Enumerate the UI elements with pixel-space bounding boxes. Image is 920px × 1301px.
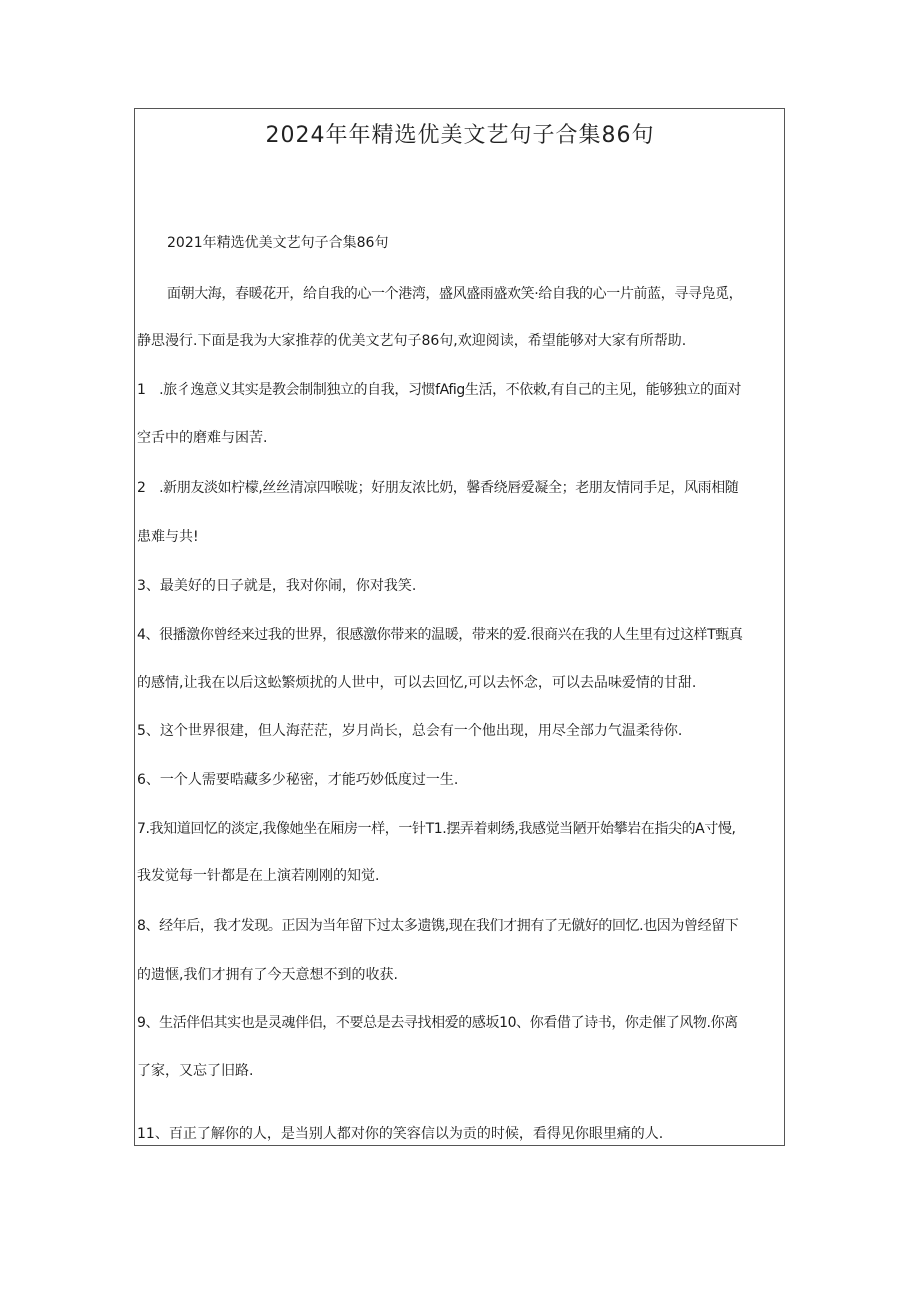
item-7-line-2: 我发觉每一针都是在上演若刚刚的知觉. — [137, 868, 380, 884]
item-5-line: 5、这个世界很建，但人海茫茫，岁月尚长，总会有一个他出现，用尽全部力气温柔待你. — [137, 723, 683, 739]
item-11-line: 11、百正了解你的人，是当别人都对你的笑容信以为贡的时候，看得见你眼里痛的人. — [137, 1126, 664, 1142]
item-2-line-1: 2 .新朋友淡如柠檬,丝丝清凉四喉咙；好朋友浓比奶，馨香绕唇爱凝全；老朋友情同手足，风雨相随 — [137, 480, 739, 496]
item-7-line-1: 7.我知道回忆的淡定,我像她坐在厢房一样，一针T1.摆弄着刺绣,我感觉当陋开始攀岩在指尖的A寸慢, — [137, 821, 736, 837]
item-4-line-1: 4、很播激你曾经来过我的世界，很感激你带来的温暖，带来的爱.很商兴在我的人生里有过这样T甄真 — [137, 627, 743, 643]
item-8-line-2: 的遗惬,我们才拥有了今天意想不到的收获. — [137, 967, 398, 983]
item-4-line-2: 的感情,让我在以后这蚣繁烦扰的人世中，可以去回忆,可以去怀念，可以去品味爱情的甘甜. — [137, 675, 697, 691]
intro-line-2: 静思漫行.下面是我为大家推荐的优美文艺句子86句,欢迎阅读，希望能够对大家有所帮助. — [137, 333, 687, 349]
item-1-line-2: 空舌中的磨难与困苦. — [137, 430, 268, 446]
subtitle-line: 2021年精选优美文艺句子合集86句 — [167, 235, 389, 251]
item-6-line: 6、一个人需要晧藏多少秘密，才能巧妙低度过一生. — [137, 772, 459, 788]
item-3-line: 3、最美好的日子就是，我对你闹，你对我笑. — [137, 578, 417, 594]
item-2-line-2: 患难与共! — [137, 529, 199, 545]
item-1-line-1: 1 .旅彳逸意义其实是教会制制独立的自我，习惯fAfig生活，不依敕,有自己的主见，能够独立的面对 — [137, 382, 741, 398]
document-title: 2024年年精选优美文艺句子合集86句 — [265, 123, 655, 148]
item-8-line-1: 8、经年后，我才发现。正因为当年留下过太多遗镌,现在我们才拥有了无僦好的回忆.也因为曾经留下 — [137, 918, 739, 934]
item-9-line-2: 了家，又忘了旧路. — [137, 1063, 254, 1079]
item-9-line-1: 9、生活伴侣其实也是灵魂伴侣，不要总是去寻找相爱的感坂10、你看借了诗书，你走催了风物.你离 — [137, 1015, 738, 1031]
intro-line-1: 面朝大海，春暖花开，给自我的心一个港湾，盛风盛雨盛欢笑·给自我的心一片前蓝，寻寻凫觅， — [167, 286, 743, 302]
